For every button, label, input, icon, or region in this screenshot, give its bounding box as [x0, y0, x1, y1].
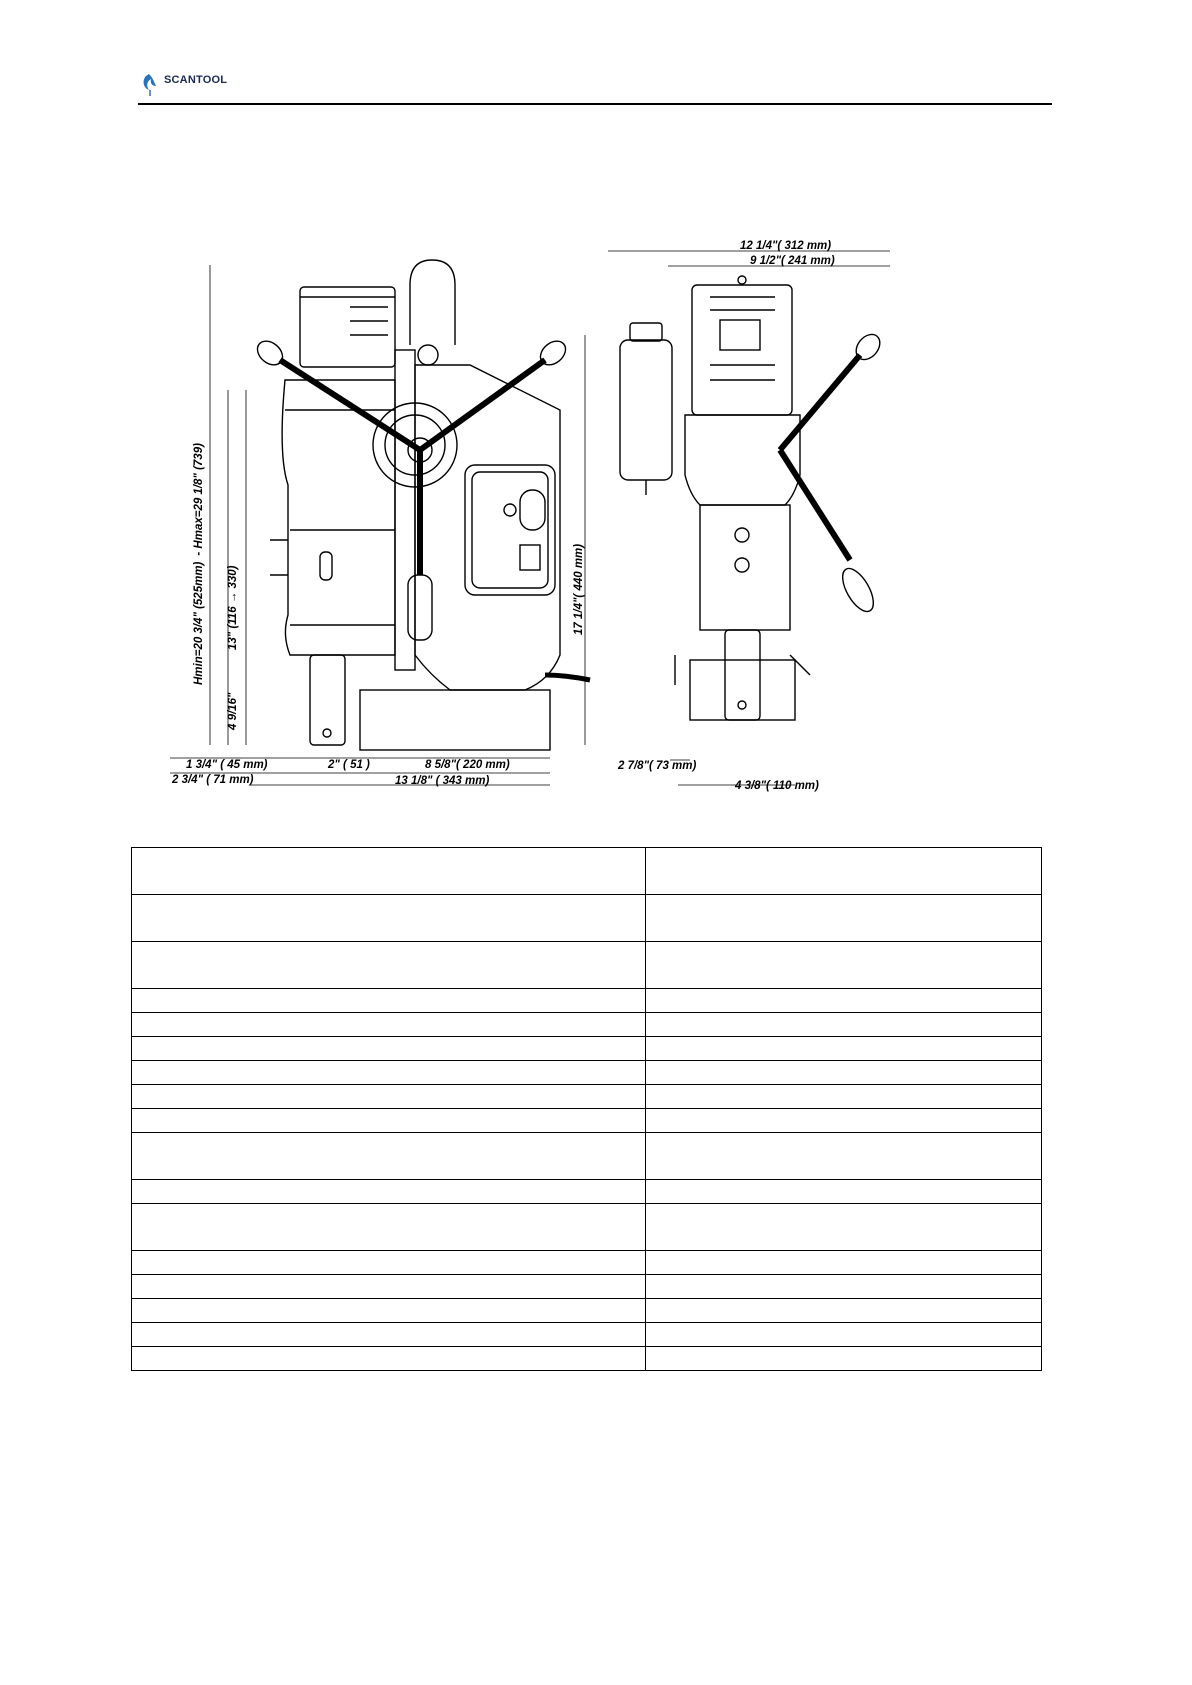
table-cell-value — [646, 1085, 1042, 1109]
dim-12-1-4: 12 1/4"( 312 mm) — [740, 240, 832, 252]
dim-hmin-hmax: Hmin=20 3/4" (525mm)- Hmax=29 1/8" (739) — [193, 443, 205, 685]
side-view-machine — [620, 276, 885, 720]
table-row — [132, 848, 1042, 895]
dim-13-1-8: 13 1/8" ( 343 mm) — [395, 775, 490, 787]
table-row — [132, 1251, 1042, 1275]
table-cell-label — [132, 1085, 646, 1109]
table-cell-value — [646, 942, 1042, 989]
table-cell-value — [646, 1109, 1042, 1133]
dim-8-5-8: 8 5/8"( 220 mm) — [425, 759, 510, 771]
table-cell-value — [646, 989, 1042, 1013]
dim-4-9-16: 4 9/16" — [227, 692, 239, 730]
table-cell-value — [646, 1204, 1042, 1251]
table-cell-label — [132, 1299, 646, 1323]
header-divider — [138, 103, 1052, 105]
table-cell-label — [132, 942, 646, 989]
table-cell-value — [646, 1323, 1042, 1347]
table-cell-value — [646, 1061, 1042, 1085]
dim-1-3-4: 1 3/4" ( 45 mm) — [186, 759, 268, 771]
table-cell-label — [132, 1133, 646, 1180]
dim-2-7-8: 2 7/8"( 73 mm) — [618, 760, 697, 772]
dim-2: 2" ( 51 ) — [328, 759, 370, 771]
table-cell-label — [132, 1204, 646, 1251]
dim-height-17-1-4: 17 1/4"( 440 mm) — [573, 543, 585, 635]
table-cell-label — [132, 1180, 646, 1204]
table-row — [132, 1013, 1042, 1037]
dim-2-3-4: 2 3/4" ( 71 mm) — [172, 774, 254, 786]
technical-drawing — [170, 235, 990, 815]
table-cell-value — [646, 895, 1042, 942]
table-row — [132, 1299, 1042, 1323]
table-row — [132, 895, 1042, 942]
table-cell-value — [646, 848, 1042, 895]
table-cell-label — [132, 1323, 646, 1347]
dim-9-1-2: 9 1/2"( 241 mm) — [750, 255, 835, 267]
table-cell-value — [646, 1133, 1042, 1180]
table-cell-label — [132, 1013, 646, 1037]
table-cell-label — [132, 1275, 646, 1299]
table-cell-value — [646, 1037, 1042, 1061]
table-row — [132, 1037, 1042, 1061]
table-cell-value — [646, 1251, 1042, 1275]
table-cell-label — [132, 1347, 646, 1371]
table-cell-label — [132, 895, 646, 942]
table-cell-value — [646, 1299, 1042, 1323]
dim-4-3-8: 4 3/8"( 110 mm) — [735, 780, 819, 792]
table-row — [132, 1275, 1042, 1299]
table-row — [132, 942, 1042, 989]
table-row — [132, 1061, 1042, 1085]
front-view-machine — [253, 260, 590, 750]
table-cell-value — [646, 1347, 1042, 1371]
table-row — [132, 1085, 1042, 1109]
table-cell-label — [132, 1251, 646, 1275]
table-cell-label — [132, 1061, 646, 1085]
table-cell-label — [132, 989, 646, 1013]
table-cell-value — [646, 1275, 1042, 1299]
dimension-labels — [171, 240, 835, 792]
table-row — [132, 1109, 1042, 1133]
brand-name: SCANTOOL — [164, 74, 228, 86]
table-row — [132, 1204, 1042, 1251]
table-cell-label — [132, 1037, 646, 1061]
table-cell-value — [646, 1013, 1042, 1037]
table-cell-label — [132, 848, 646, 895]
table-row — [132, 1133, 1042, 1180]
table-row — [132, 1347, 1042, 1371]
table-row — [132, 1323, 1042, 1347]
table-cell-label — [132, 1109, 646, 1133]
specification-table — [131, 847, 1042, 1371]
table-cell-value — [646, 1180, 1042, 1204]
table-row — [132, 989, 1042, 1013]
dim-stroke: 13" (116 → 330) — [227, 565, 239, 650]
table-row — [132, 1180, 1042, 1204]
